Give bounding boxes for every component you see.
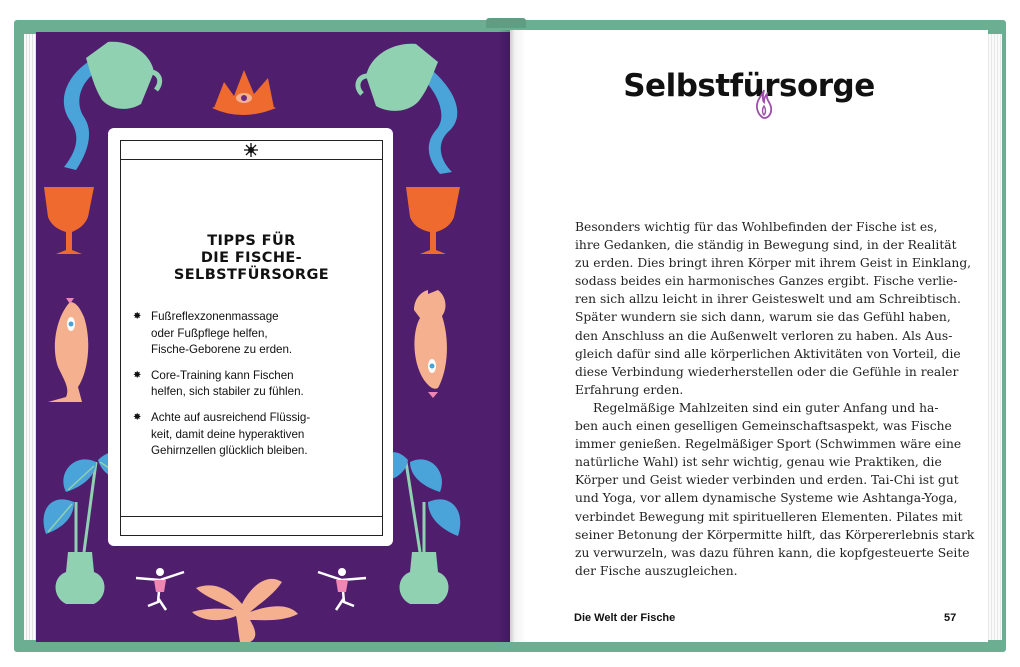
text-line: der Fische auszugleichen. [575, 563, 738, 578]
text-line: seiner Betonung der Körpermitte hilft, das Körpererlebnis stark [575, 527, 975, 542]
text-line: ren sich allzu leicht in ihrer Geisteswelt und am Schreibtisch. [575, 292, 961, 307]
tips-title-line: SELBSTFÜRSORGE [173, 267, 330, 283]
frame-top-rule [121, 159, 382, 160]
text-line: diese Verbindung wiederherstellen oder die Gefühle in realer [575, 364, 959, 379]
text-line: ihre Gedanken, die ständig in Bewegung sind, in der Realität [575, 238, 957, 253]
text-line: zu erden. Dies bringt ihren Körper mit ihrem Geist in Einklang, [575, 256, 972, 271]
dancer-icon [136, 568, 184, 610]
text-line: natürliche Wahl) ist sehr wichtig, genau wie Praktiken, die [575, 455, 942, 470]
text-line: ben auch einen geselligen Gemeinschaftsaspekt, was Fische [575, 419, 952, 434]
tip-text-line: Achte auf ausreichend Flüssig- [151, 410, 311, 424]
tip-text-line: Core-Training kann Fischen [151, 368, 294, 382]
tip-text-line: Fußreflexzonenmassage [151, 310, 279, 323]
left-page [36, 32, 510, 642]
text-line: Später wundern sie sich dann, warum sie das Gefühl haben, [575, 310, 951, 325]
coral-leaf-icon [192, 579, 298, 642]
dancer-icon [318, 568, 366, 610]
paragraph-2 [575, 399, 975, 580]
crescent-moon-icon [244, 519, 258, 534]
tip-text-line: Gehirnzellen glücklich bleiben. [151, 444, 308, 458]
text-line: immer genießen. Regelmäßiger Sport (Schwimmen wäre eine [575, 437, 962, 452]
tip-text-line: keit, damit deine hyperaktiven [151, 427, 305, 441]
goblet-icon [44, 187, 94, 254]
tip-text-line: Fische-Geborene zu erden. [151, 343, 293, 357]
text-line: gleich dafür sind alle körperlichen Aktivitäten von Vorteil, die [575, 346, 961, 361]
text-line: und Yoga, vor allem dynamische Systeme wie Ashtanga-Yoga, [575, 491, 958, 506]
tip-item [133, 309, 375, 359]
bullet-star-icon: ✸ [133, 411, 142, 423]
book-spine [486, 18, 526, 28]
page-number: 57 [944, 612, 957, 624]
tip-text-line: oder Fußpflege helfen, [151, 326, 268, 340]
text-line: Erfahrung erden. [575, 382, 684, 397]
tips-list [133, 309, 375, 469]
page-edges-left [24, 34, 36, 640]
text-line: verbindet Bewegung mit spirituelleren Elementen. Pilates mit [575, 509, 963, 524]
tip-text-line: helfen, sich stabiler zu fühlen. [151, 385, 304, 399]
tip-item [133, 410, 375, 460]
text-line: Regelmäßige Mahlzeiten sind ein guter Anfang und ha- [593, 400, 939, 415]
running-footer-title: Die Welt der Fische [574, 612, 676, 624]
goblet-icon [406, 187, 460, 254]
tips-title-line: TIPPS FÜR [207, 233, 296, 249]
text-line: sodass beides ein harmonisches Ganzes ergibt. Fische verlie- [575, 274, 958, 289]
eye-sun-icon [212, 70, 276, 115]
bullet-star-icon: ✸ [133, 311, 142, 322]
page-title: Selbstfürsorge [623, 68, 875, 104]
tips-card [108, 128, 393, 546]
tips-card-frame [120, 140, 383, 536]
fish-icon [414, 290, 447, 398]
page-edges-right [988, 34, 1002, 640]
bullet-star-icon: ✸ [133, 369, 142, 381]
paragraph-1 [575, 218, 972, 399]
body-text [575, 218, 975, 580]
text-line: Körper und Geist wieder verbinden und erden. Tai-Chi ist gut [575, 473, 959, 488]
text-line: den Anschluss an die Außenwelt verloren zu haben. Als Aus- [575, 328, 953, 343]
flame-icon [754, 88, 774, 120]
tips-title [121, 233, 382, 284]
text-line: Besonders wichtig für das Wohlbefinden der Fische ist es, [575, 220, 938, 234]
tips-title-line: DIE FISCHE- [200, 250, 303, 266]
fish-icon [48, 298, 88, 402]
text-line: zu verwurzeln, was dazu führen kann, die kopfgesteuerte Seite [575, 545, 970, 560]
sun-icon [243, 142, 259, 158]
tip-item [133, 368, 375, 401]
frame-bottom-rule [121, 516, 382, 517]
right-page [510, 30, 988, 642]
